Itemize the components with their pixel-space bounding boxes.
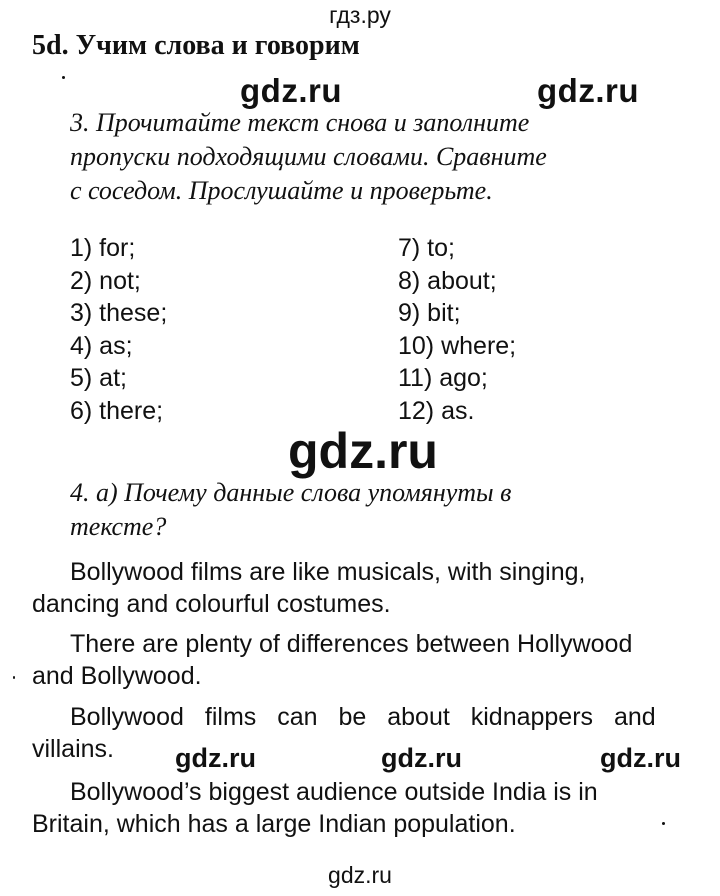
task-4-instructions: [70, 476, 690, 544]
paragraph-line: and Bollywood.: [32, 662, 202, 690]
paragraph-line: Britain, which has a large Indian population.: [32, 810, 516, 838]
watermark-top-left: gdz.ru: [240, 72, 342, 109]
paragraph: [32, 776, 689, 840]
lesson-heading: 5d. Учим слова и говорим: [32, 30, 360, 61]
site-title-top: гдз.ру: [329, 2, 391, 28]
answer-item: 2) not;: [70, 266, 141, 295]
answer-item: 3) these;: [70, 299, 168, 327]
task-4-line: тексте?: [70, 512, 167, 541]
paragraph-line: Bollywood’s biggest audience outside India is in: [70, 778, 598, 806]
answer-item: 7) to;: [398, 234, 455, 262]
task-3-line: пропуски подходящими словами. Сравните: [70, 142, 547, 171]
task-3-instructions: [70, 106, 690, 208]
paragraph: [32, 701, 689, 765]
answer-item: 10) where;: [398, 331, 517, 360]
task-3-line: 3. Прочитайте текст снова и заполните: [70, 108, 530, 137]
watermark-top-right: gdz.ru: [537, 72, 639, 109]
paragraph-line: Bollywood films are like musicals, with singing,: [70, 558, 586, 586]
answers-right-column: [398, 232, 516, 427]
speck: [662, 822, 665, 825]
answer-item: 6) there;: [70, 396, 164, 425]
paragraph-line: villains.: [32, 735, 114, 763]
speck: [62, 76, 65, 79]
answers-left-column: [70, 232, 167, 427]
paragraph: [32, 628, 689, 692]
answer-item: 11) ago;: [398, 364, 488, 392]
answer-item: 1) for;: [70, 234, 136, 262]
paragraph: [32, 556, 689, 620]
speck: [13, 676, 15, 679]
paragraph-line: There are plenty of differences between Hollywood: [70, 630, 633, 658]
task-4-line: 4. а) Почему данные слова упомянуты в: [70, 478, 512, 507]
watermark-middle: gdz.ru: [288, 423, 438, 479]
task-3-line: с соседом. Прослушайте и проверьте.: [70, 176, 493, 205]
watermark-bottom-center: gdz.ru: [381, 743, 462, 773]
watermark-bottom-left: gdz.ru: [175, 743, 256, 773]
answer-item: 5) at;: [70, 364, 127, 392]
answer-item: 9) bit;: [398, 299, 461, 327]
answer-item: 4) as;: [70, 331, 133, 360]
paragraph-line: Bollywood films can be about kidnappers and: [70, 703, 656, 731]
paragraph-line: dancing and colourful costumes.: [32, 590, 391, 618]
answer-item: 8) about;: [398, 266, 497, 295]
site-title-bottom: gdz.ru: [328, 862, 392, 888]
answer-item: 12) as.: [398, 396, 475, 425]
watermark-bottom-right: gdz.ru: [600, 743, 681, 773]
